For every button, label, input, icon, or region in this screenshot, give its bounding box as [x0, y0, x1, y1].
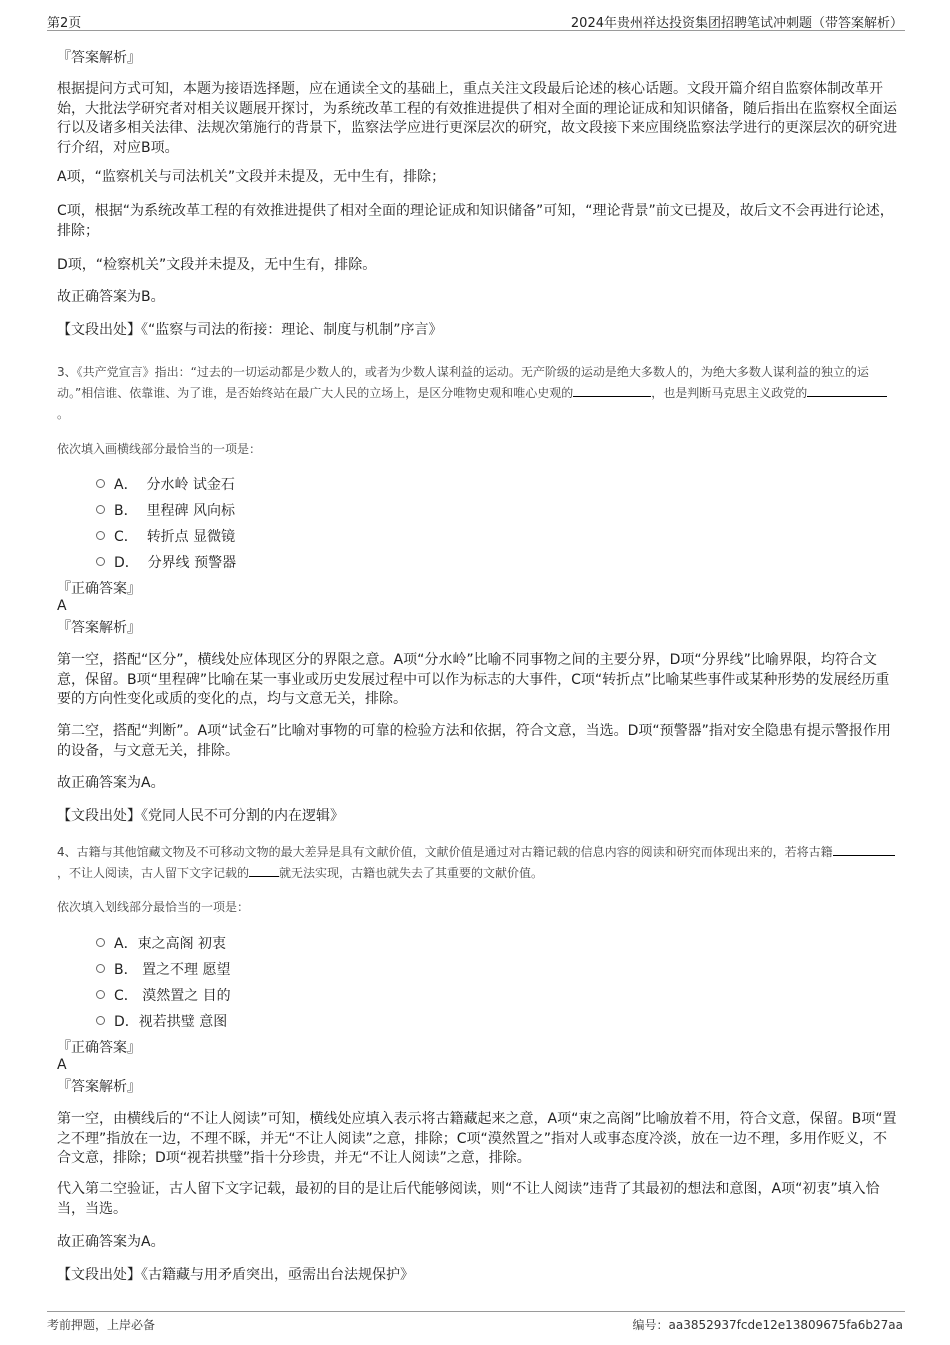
radio-icon[interactable]: [96, 1016, 105, 1025]
option-text: 束之高阁 初衷: [137, 936, 227, 952]
option-letter: C．: [114, 988, 138, 1004]
q3-source: 【文段出处】《党同人民不可分割的内在逻辑》: [57, 808, 344, 824]
q4-stem: [57, 842, 897, 884]
q3-analysis-p1: 第一空，搭配“区分”，横线处应体现区分的界限之意。A项“分水岭”比喻不同事物之间的主要分界，D项“分界线”比喻界限，均符合文意，保留。B项“里程碑”比喻在某一事业或历史发展过程中可以作为标志的大事件，C项“转折点”比喻某些事件或某种形势的发展经历重要的方向性变化或质的变化的点，均与文意无关，排除。: [57, 652, 890, 707]
q3-stem-text-a: 3、《共产党宣言》指出：“过去的一切运动都是少数人的，或者为少数人谋利益的运动。无产阶级的运动是绝大多数人的，为绝大多数人谋利益的独立的运动。”相信谁、依靠谁、为了谁，是否始终站在最广大人民的立场上，是区分唯物史观和唯心史观的: [57, 365, 869, 400]
option-text: 转折点 显微镜: [146, 529, 236, 545]
option-letter: C．: [114, 529, 138, 545]
radio-icon[interactable]: [96, 938, 105, 947]
option-letter: B．: [114, 962, 138, 978]
option-text: 分水岭 试金石: [146, 477, 235, 493]
page-header: [47, 8, 905, 31]
option-letter: B．: [114, 503, 138, 519]
page-number: 第2页: [47, 16, 82, 31]
page-footer: [47, 1311, 905, 1336]
document-title: 2024年贵州祥达投资集团招聘笔试冲刺题（带答案解析）: [570, 16, 903, 31]
q3-blank-2: [807, 384, 887, 397]
q3-analysis-p2: 第二空，搭配“判断”。A项“试金石”比喻对事物的可靠的检验方法和依据，符合文意，当选。D项“预警器”指对安全隐患有提示警报作用的设备，与文意无关，排除。: [57, 723, 891, 759]
q2-analysis-p4: D项，“检察机关”文段并未提及，无中生有，排除。: [57, 257, 377, 273]
q2-analysis-p2: A项，“监察机关与司法机关”文段并未提及，无中生有，排除；: [57, 169, 446, 185]
q4-blank-2: [249, 864, 279, 877]
q2-analysis-label: 『答案解析』: [57, 50, 141, 66]
q4-analysis-p2: 代入第二空验证，古人留下文字记载，最初的目的是让后代能够阅读，则“不让人阅读”违背了其最初的想法和意图，A项“初衷”填入恰当，当选。: [57, 1181, 880, 1217]
q2-conclusion: 故正确答案为B。: [57, 289, 165, 305]
q4-blank-1: [833, 843, 895, 856]
q4-instruction: 依次填入划线部分最恰当的一项是：: [57, 900, 250, 914]
option-text: 漠然置之 目的: [142, 988, 231, 1004]
q3-instruction: 依次填入画横线部分最恰当的一项是：: [57, 442, 262, 456]
q4-source: 【文段出处】《古籍藏与用矛盾突出，亟需出台法规保护》: [57, 1267, 414, 1283]
radio-icon[interactable]: [96, 531, 105, 540]
q3-blank-1: [573, 384, 651, 397]
q4-analysis-label: 『答案解析』: [57, 1079, 141, 1095]
option-letter: A．: [114, 936, 138, 952]
q3-stem-text-b: ，也是判断马克思主义政党的: [651, 386, 808, 400]
radio-icon[interactable]: [96, 990, 105, 999]
q4-answer: A: [57, 1057, 67, 1073]
q3-answer: A: [57, 598, 67, 614]
footer-slogan: 考前押题，上岸必备: [47, 1318, 156, 1332]
q4-stem-text-b: ，不让人阅读，古人留下文字记载的: [57, 866, 250, 880]
option-text: 视若拱璧 意图: [138, 1014, 228, 1030]
q3-conclusion: 故正确答案为A。: [57, 775, 165, 791]
q4-analysis-p1: 第一空，由横线后的“不让人阅读”可知，横线处应填入表示将古籍藏起来之意，A项“束之高阁”比喻放着不用，符合文意，保留。B项“置之不理”指放在一边，不理不睬，并无“不让人阅读”之意，排除；C项“漠然置之”指对人或事态度冷淡，放在一边不理，多用作贬义，不合文意，排除；D项“视若拱璧”指十分珍贵，并无“不让人阅读”之意，排除。: [57, 1111, 897, 1166]
q3-stem: [57, 362, 897, 425]
radio-icon[interactable]: [96, 505, 105, 514]
q4-conclusion: 故正确答案为A。: [57, 1234, 165, 1250]
option-letter: D．: [114, 555, 139, 571]
q4-stem-text-a: 4、古籍与其他馆藏文物及不可移动文物的最大差异是具有文献价值，文献价值是通过对古籍记载的信息内容的阅读和研究而体现出来的，若将古籍: [57, 845, 833, 859]
q3-answer-label: 『正确答案』: [57, 581, 141, 597]
radio-icon[interactable]: [96, 557, 105, 566]
option-letter: D．: [114, 1014, 139, 1030]
q3-stem-text-c: 。: [57, 407, 70, 421]
document-id: 编号：aa3852937fcde12e13809675fa6b27aa: [632, 1318, 903, 1332]
option-text: 分界线 预警器: [147, 555, 237, 571]
option-letter: A．: [114, 477, 138, 493]
option-text: 里程碑 风向标: [146, 503, 235, 519]
radio-icon[interactable]: [96, 964, 105, 973]
q2-source: 【文段出处】《“监察与司法的衔接：理论、制度与机制”序言》: [57, 322, 443, 338]
radio-icon[interactable]: [96, 479, 105, 488]
q3-analysis-label: 『答案解析』: [57, 620, 141, 636]
q4-answer-label: 『正确答案』: [57, 1040, 141, 1056]
q2-analysis-p3: C项，根据“为系统改革工程的有效推进提供了相对全面的理论证成和知识储备”可知，“理论背景”前文已提及，故后文不会再进行论述，排除；: [57, 203, 894, 239]
q4-stem-text-c: 就无法实现，古籍也就失去了其重要的文献价值。: [279, 866, 544, 880]
option-text: 置之不理 愿望: [142, 962, 231, 978]
q2-analysis-p1: 根据提问方式可知，本题为接语选择题，应在通读全文的基础上，重点关注文段最后论述的核心话题。文段开篇介绍自监察体制改革开始，大批法学研究者对相关议题展开探讨，为系统改革工程的有效推进提供了相对全面的理论证成和知识储备，随后指出在监察权全面运行以及诸多相关法律、法规次第施行的背景下，监察法学应进行更深层次的研究，故文段接下来应围绕监察法学进行的更深层次的研究进行介绍，对应B项。: [57, 81, 897, 156]
